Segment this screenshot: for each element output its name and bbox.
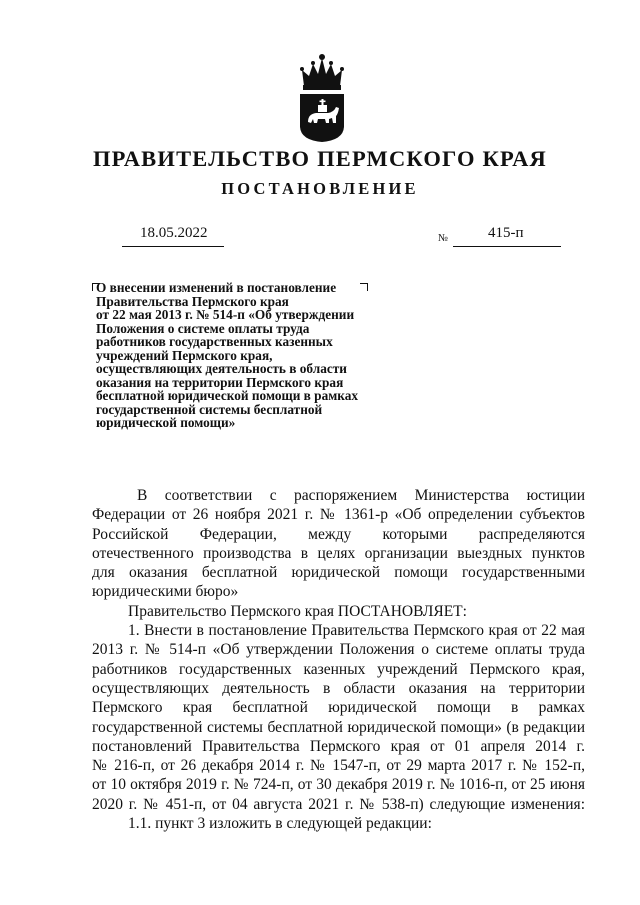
subject-line: от 22 мая 2013 г. № 514-п «Об утверждении bbox=[96, 307, 355, 322]
subject-line: О внесении изменений в постановление bbox=[96, 280, 337, 295]
body-line: отечественного производства в целях организации выездных пунктов bbox=[92, 544, 585, 562]
subject-line: работников государственных казенных bbox=[96, 334, 333, 349]
body-line: Российской Федерации, между которыми распределяются bbox=[92, 525, 585, 543]
document-type: ПОСТАНОВЛЕНИЕ bbox=[221, 179, 419, 198]
body-line: осуществляющих деятельность в области оказания на территории bbox=[92, 679, 585, 697]
government-title: ПРАВИТЕЛЬСТВО ПЕРМСКОГО КРАЯ bbox=[92, 146, 548, 171]
body-line: 2020 г. № 451-п, от 04 августа 2021 г. № 538-п) следующие изменения: bbox=[92, 795, 585, 813]
body-line: юридическими бюро» bbox=[92, 583, 239, 601]
body-line: постановлений Правительства Пермского края от 01 апреля 2014 г. bbox=[92, 737, 585, 755]
body-line: от 10 октября 2019 г. № 724-п, от 30 декабря 2019 г. № 1016-п, от 25 июня bbox=[92, 776, 585, 794]
body-line: 1. Внести в постановление Правительства Пермского края от 22 мая bbox=[128, 622, 585, 640]
subject-line: бесплатной юридической помощи в рамках bbox=[96, 388, 359, 403]
subject-line: учреждений Пермского края, bbox=[96, 347, 273, 363]
subject-line: государственной системы бесплатной bbox=[96, 401, 323, 417]
body-line: № 216-п, от 26 декабря 2014 г. № 1547-п, от 29 марта 2017 г. № 152-п, bbox=[92, 757, 585, 775]
document-body bbox=[92, 486, 585, 833]
subject-line: Правительства Пермского края bbox=[96, 293, 289, 309]
subject-line: осуществляющих деятельность в области bbox=[96, 361, 347, 376]
date-underline bbox=[122, 246, 224, 247]
body-line: работников государственных казенных учреждений Пермского края, bbox=[92, 660, 585, 678]
body-line: Правительство Пермского края ПОСТАНОВЛЯЕТ: bbox=[128, 602, 467, 620]
document-number: 415-п bbox=[488, 225, 524, 241]
number-underline bbox=[453, 246, 561, 247]
body-line: для оказания бесплатной юридической помощи государственными bbox=[92, 564, 585, 582]
subject-line: юридической помощи» bbox=[96, 415, 236, 430]
body-line: государственной системы бесплатной юридической помощи» (в редакции bbox=[92, 718, 585, 736]
body-line: В соответствии с распоряжением Министерства юстиции bbox=[137, 487, 585, 504]
document-subject bbox=[96, 281, 406, 430]
document-date: 18.05.2022 bbox=[140, 225, 208, 241]
body-line: Пермского края бесплатной юридической помощи в рамках bbox=[92, 699, 585, 717]
body-line: Федерации от 26 ноября 2021 г. № 1361-р «Об определении субъектов bbox=[92, 506, 585, 524]
subject-line: Положения о системе оплаты труда bbox=[96, 320, 310, 336]
body-line: 2013 г. № 514-п «Об утверждении Положения о системе оплаты труда bbox=[92, 641, 585, 659]
body-line: 1.1. пункт 3 изложить в следующей редакции: bbox=[128, 815, 432, 833]
subject-line: оказания на территории Пермского края bbox=[96, 374, 344, 390]
perm-krai-coat-of-arms-icon bbox=[296, 52, 348, 144]
number-sign: № bbox=[438, 233, 449, 244]
